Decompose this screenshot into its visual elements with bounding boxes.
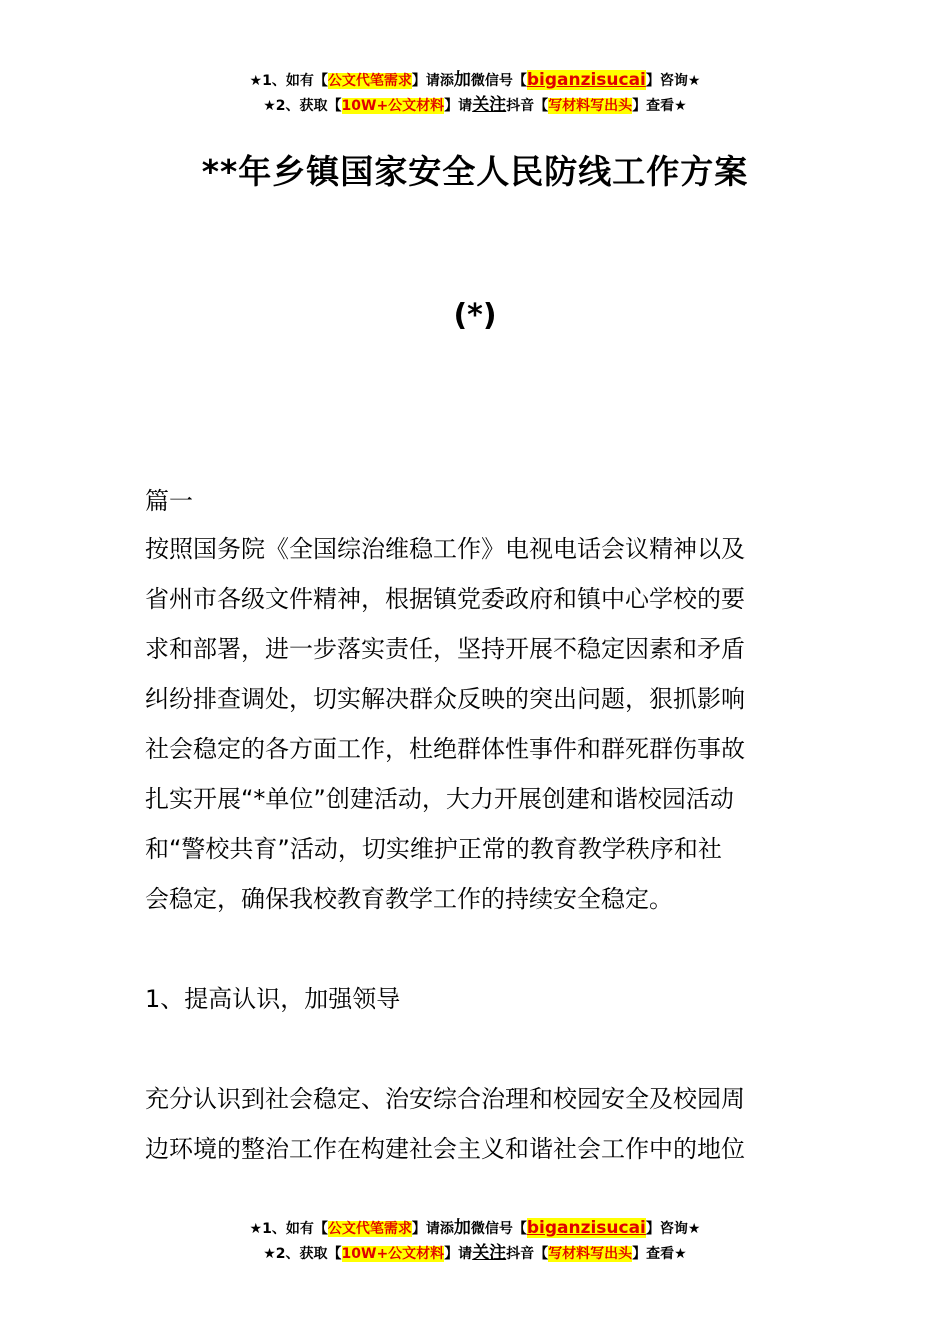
banner-text: 】请 — [444, 98, 473, 114]
banner-text: 】查看★ — [632, 98, 687, 114]
header-banner — [0, 68, 950, 118]
banner-text: ★2、获取【 — [263, 98, 342, 114]
paragraph-1 — [145, 524, 810, 924]
banner-line-1 — [0, 1216, 950, 1241]
section-heading-1 — [145, 974, 810, 1024]
banner-text: 微信号【 — [470, 1221, 527, 1237]
banner-line-1 — [0, 68, 950, 93]
paragraph-line: 纠纷排查调处，切实解决群众反映的突出问题，狠抓影响 — [145, 685, 745, 713]
banner-highlight: 10W+公文材料 — [341, 1246, 445, 1262]
paragraph-line: 边环境的整治工作在构建社会主义和谐社会工作中的地位 — [145, 1135, 745, 1163]
banner-line-2 — [0, 93, 950, 118]
banner-text: 抖音【 — [506, 98, 549, 114]
banner-text: 】查看★ — [632, 1246, 687, 1262]
paragraph-line: 省州市各级文件精神，根据镇党委政府和镇中心学校的要 — [145, 585, 745, 613]
banner-wechat-id: biganzisucai — [526, 70, 646, 90]
banner-emphasis: 加 — [453, 1218, 471, 1238]
document-subtitle: (*) — [453, 298, 497, 333]
section-label-text: 篇一 — [145, 487, 193, 515]
banner-text: 微信号【 — [470, 73, 527, 89]
banner-line-2 — [0, 1241, 950, 1266]
footer-banner — [0, 1216, 950, 1266]
banner-emphasis: 关注 — [472, 95, 507, 115]
banner-text: 】咨询★ — [645, 73, 701, 89]
paragraph-line: 和“警校共育”活动，切实维护正常的教育教学秩序和社 — [145, 835, 722, 863]
paragraph-line: 扎实开展“*单位”创建活动，大力开展创建和谐校园活动 — [145, 785, 734, 813]
section-heading-text: 1、提高认识，加强领导 — [145, 985, 401, 1013]
banner-text: ★1、如有【 — [249, 1221, 328, 1237]
banner-text: 】咨询★ — [645, 1221, 701, 1237]
banner-highlight: 写材料写出头 — [548, 98, 633, 114]
paragraph-line: 求和部署，进一步落实责任，坚持开展不稳定因素和矛盾 — [145, 635, 745, 663]
banner-text: 抖音【 — [506, 1246, 549, 1262]
banner-highlight: 10W+公文材料 — [341, 98, 445, 114]
banner-highlight: 公文代笔需求 — [327, 73, 412, 89]
paragraph-line: 充分认识到社会稳定、治安综合治理和校园安全及校园周 — [145, 1085, 745, 1113]
banner-text: 】请 — [444, 1246, 473, 1262]
section-label — [145, 476, 810, 526]
banner-text: 】请添 — [411, 73, 454, 89]
banner-text: 】请添 — [411, 1221, 454, 1237]
paragraph-2 — [145, 1074, 810, 1174]
banner-text: ★1、如有【 — [249, 73, 328, 89]
banner-emphasis: 加 — [453, 70, 471, 90]
paragraph-line: 会稳定，确保我校教育教学工作的持续安全稳定。 — [145, 885, 673, 913]
paragraph-line: 按照国务院《全国综治维稳工作》电视电话会议精神以及 — [145, 535, 745, 563]
paragraph-line: 社会稳定的各方面工作，杜绝群体性事件和群死群伤事故 — [145, 735, 745, 763]
banner-highlight: 公文代笔需求 — [327, 1221, 412, 1237]
banner-emphasis: 关注 — [472, 1243, 507, 1263]
banner-wechat-id: biganzisucai — [526, 1218, 646, 1238]
banner-highlight: 写材料写出头 — [548, 1246, 633, 1262]
document-title: **年乡镇国家安全人民防线工作方案 — [201, 152, 749, 191]
banner-text: ★2、获取【 — [263, 1246, 342, 1262]
